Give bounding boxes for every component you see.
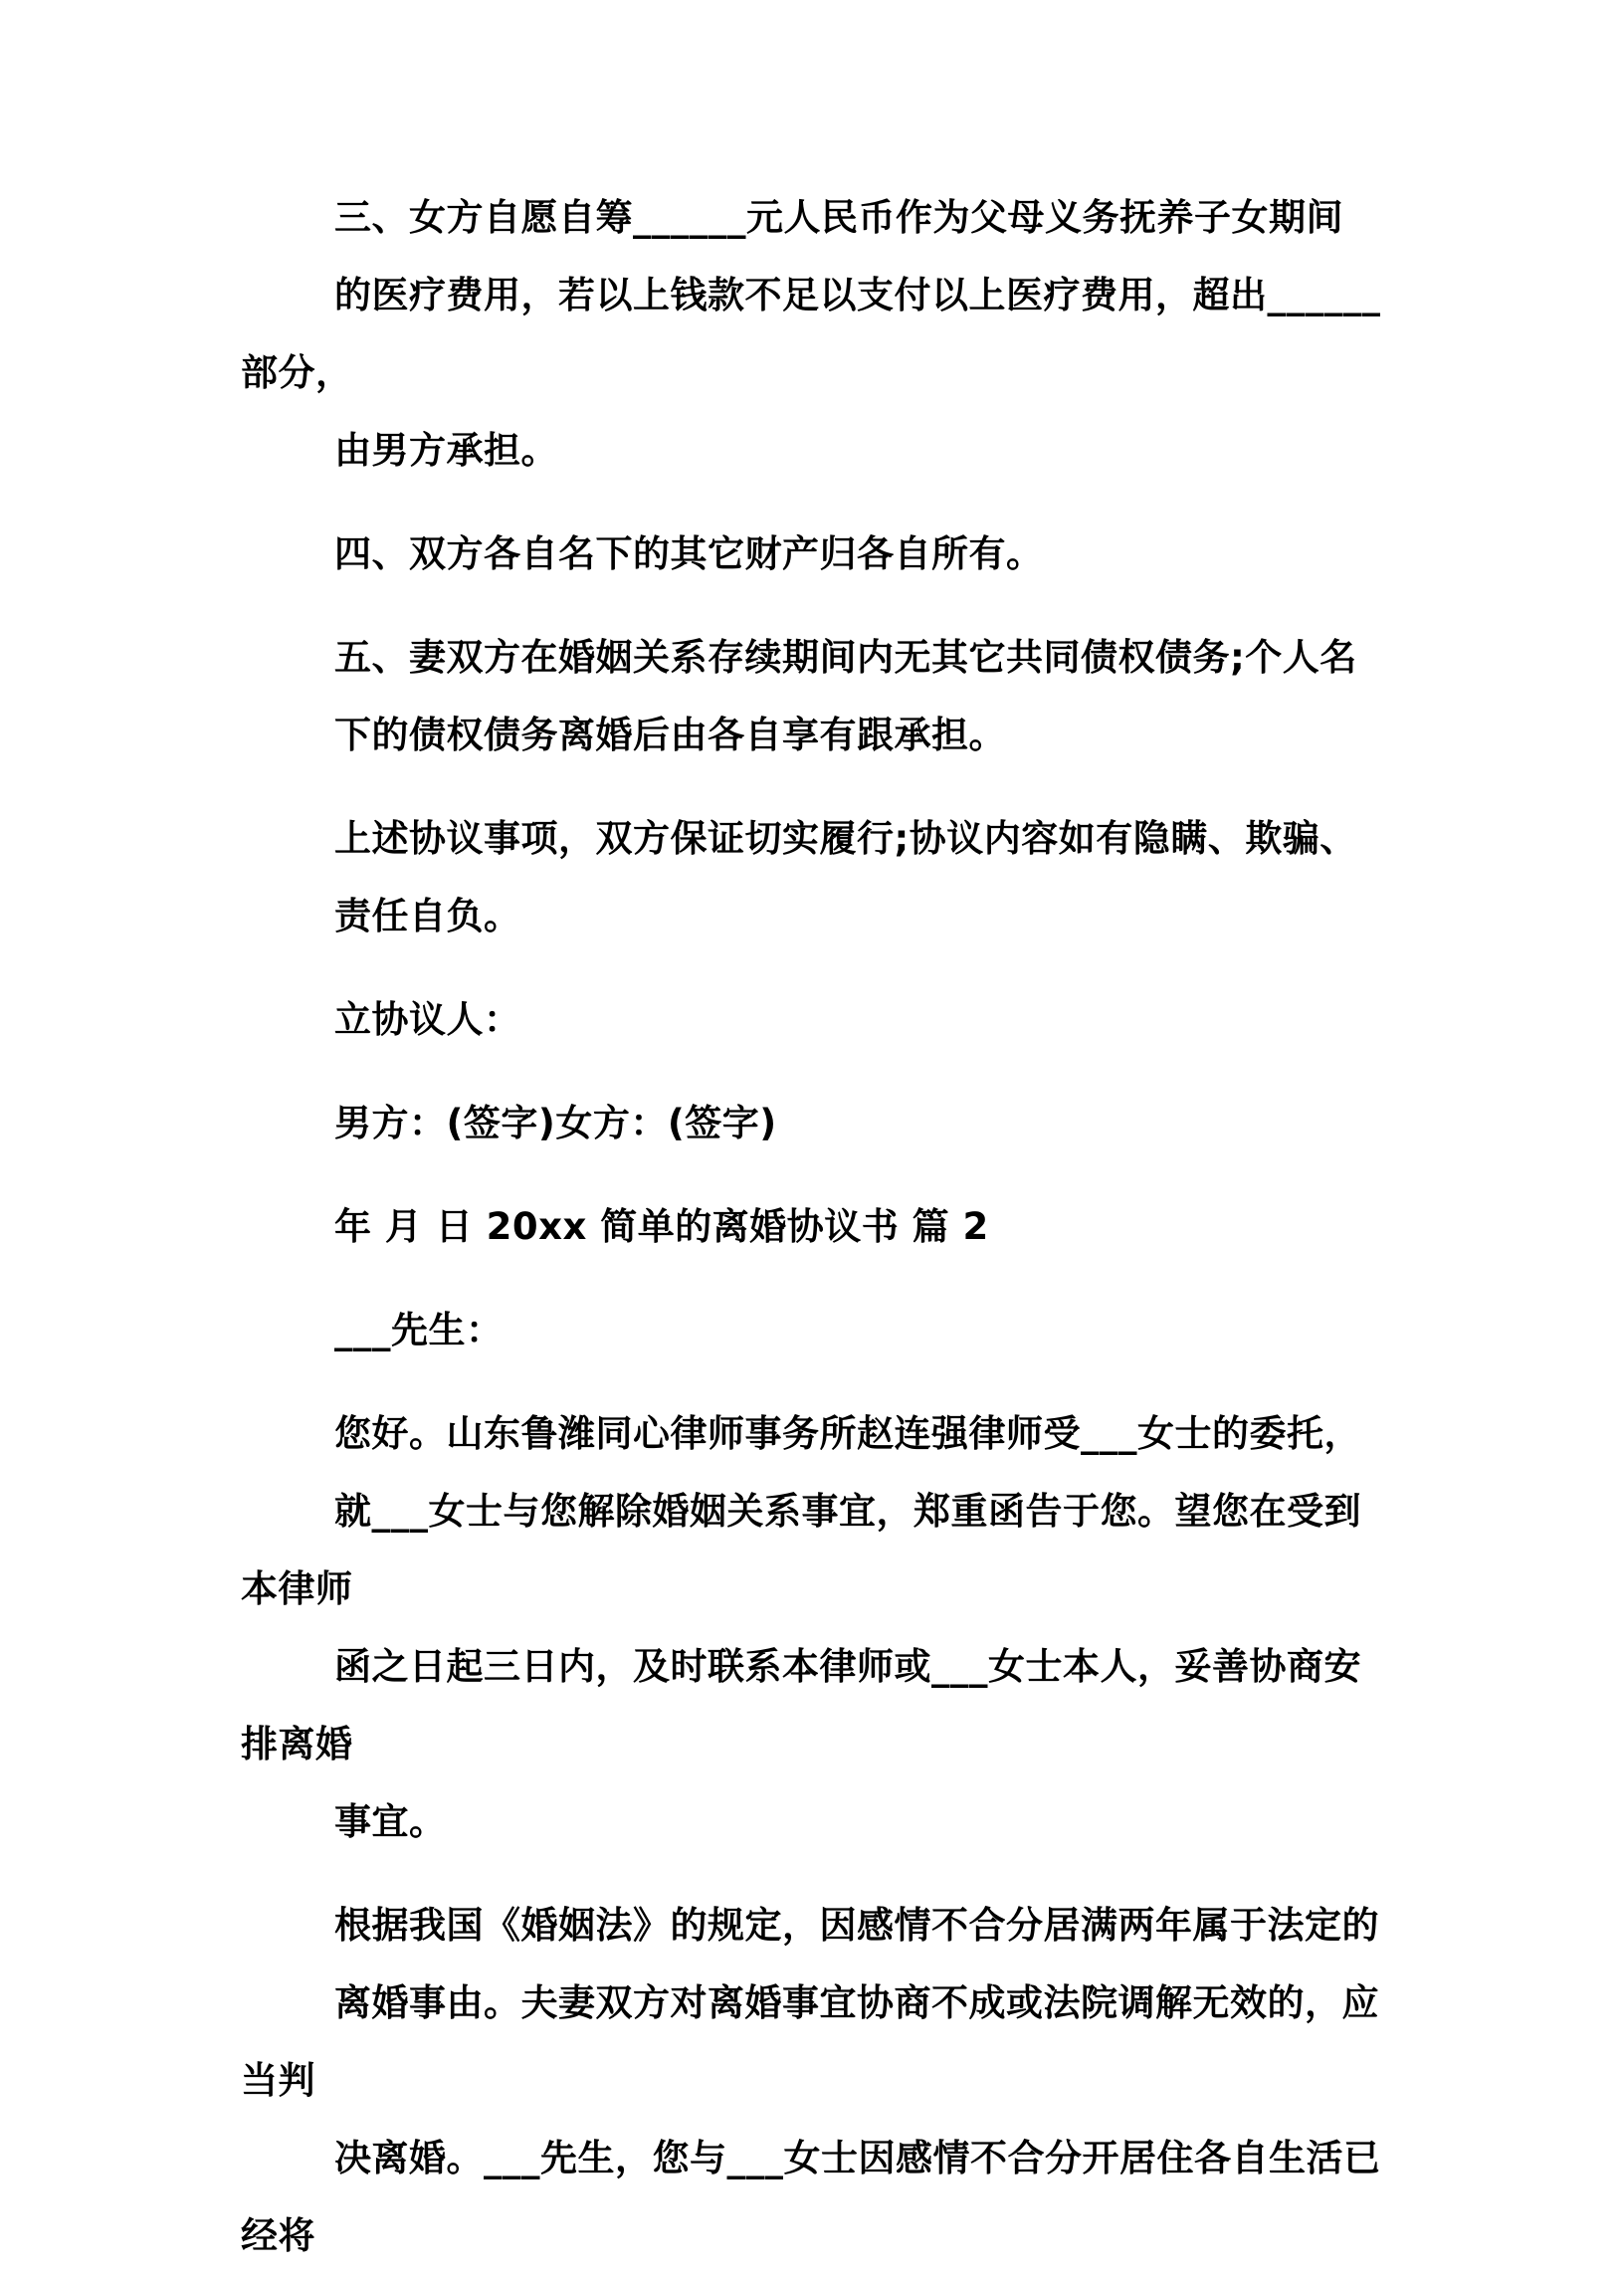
text-line: 由男方承担。 bbox=[334, 429, 558, 472]
text-line: 下的债权债务离婚后由各自享有跟承担。 bbox=[334, 714, 1006, 756]
paragraph-5-debts bbox=[241, 619, 1383, 774]
text-line: 您好。山东鲁潍同心律师事务所赵连强律师受___女士的委托， bbox=[334, 1412, 1361, 1455]
text-line: 四、双方各自名下的其它财产归各自所有。 bbox=[334, 532, 1044, 575]
text-line: 三、女方自愿自筹______元人民币作为父母义务抚养子女期间 bbox=[334, 196, 1343, 239]
text-line: 上述协议事项，双方保证切实履行;协议内容如有隐瞒、欺骗、 bbox=[334, 817, 1357, 860]
text-line: 的医疗费用，若以上钱款不足以支付以上医疗费用，超出______部分， bbox=[241, 274, 1381, 394]
text-line: 事宜。 bbox=[334, 1800, 447, 1843]
text-line: 离婚事由。夫妻双方对离婚事宜协商不成或法院调解无效的，应当判 bbox=[241, 1981, 1379, 2102]
text-line: 决离婚。___先生，您与___女士因感情不合分开居住各自生活已经将 bbox=[241, 2137, 1381, 2257]
text-line: 五、妻双方在婚姻关系存续期间内无其它共同债权债务;个人名 bbox=[334, 636, 1357, 679]
letter-paragraph-greeting bbox=[241, 1395, 1383, 1861]
text-line: 立协议人： bbox=[334, 998, 521, 1041]
text-line: 就___女士与您解除婚姻关系事宜，郑重函告于您。望您在受到本律师 bbox=[241, 1490, 1361, 1610]
signatories-label bbox=[241, 981, 1383, 1059]
date-and-section-heading bbox=[241, 1188, 1383, 1266]
paragraph-4-other-property bbox=[241, 516, 1383, 593]
paragraph-guarantee bbox=[241, 800, 1383, 955]
letter-paragraph-marriage-law bbox=[241, 1887, 1383, 2275]
text-line: 责任自负。 bbox=[334, 895, 521, 937]
text-line: 年 月 日 20xx 简单的离婚协议书 篇 2 bbox=[334, 1205, 989, 1248]
signature-line bbox=[241, 1085, 1383, 1162]
document-body bbox=[241, 179, 1383, 2275]
text-line: 根据我国《婚姻法》的规定，因感情不合分居满两年属于法定的 bbox=[334, 1904, 1379, 1947]
text-line: ___先生： bbox=[334, 1309, 504, 1351]
letter-salutation bbox=[241, 1292, 1383, 1369]
text-line: 函之日起三日内，及时联系本律师或___女士本人，妥善协商安排离婚 bbox=[241, 1645, 1361, 1765]
text-line: 男方：(签字)女方：(签字) bbox=[334, 1102, 777, 1144]
paragraph-3-medical-expenses bbox=[241, 179, 1383, 490]
